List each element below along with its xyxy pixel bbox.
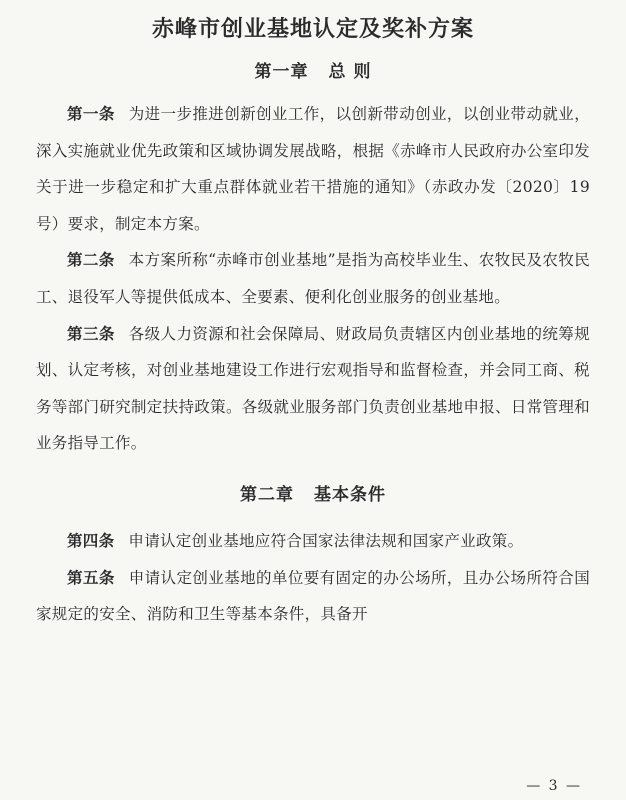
article-4 — [36, 523, 590, 560]
chapter-name: 总 则 — [328, 62, 372, 82]
article-label: 第三条 — [67, 324, 115, 343]
chapter-label: 第二章 — [240, 484, 294, 505]
article-label: 第一条 — [67, 105, 115, 123]
chapter-heading-2 — [36, 480, 590, 505]
article-5 — [36, 560, 590, 633]
article-text: 为进一步推进创新创业工作，以创新带动创业，以创业带动就业，深入实施就业优先政策和区域协调发展战略，根据《赤峰市人民政府办公室印发关于进一步稳定和扩大重点群体就业若干措施的通知》（赤政办发〔2020〕19号）要求，制定本方案。 — [36, 105, 590, 233]
article-text: 本方案所称“赤峰市创业基地”是指为高校毕业生、农牧民及农牧民工、退役军人等提供低成本、全要素、便利化创业服务的创业基地。 — [36, 251, 590, 306]
article-label: 第二条 — [67, 251, 115, 270]
chapter-heading-1 — [36, 57, 590, 82]
article-3 — [36, 316, 590, 462]
article-text: 申请认定创业基地的单位要有固定的办公场所，且办公场所符合国家规定的安全、消防和卫生等基本条件，具备开 — [36, 568, 590, 624]
page-number: — 3 — — [526, 778, 582, 794]
article-2 — [36, 242, 590, 315]
article-1 — [36, 96, 590, 242]
article-text: 申请认定创业基地应符合国家法律法规和国家产业政策。 — [128, 531, 524, 550]
chapter-name: 基本条件 — [314, 484, 386, 505]
article-text: 各级人力资源和社会保障局、财政局负责辖区内创业基地的统筹规划、认定考核，对创业基地建设工作进行宏观指导和监督检查，并会同工商、税务等部门研究制定扶持政策。各级就业服务部门负责创业基地申报、日常管理和业务指导工作。 — [36, 324, 590, 453]
article-label: 第四条 — [67, 531, 115, 550]
document-title: 赤峰市创业基地认定及奖补方案 — [151, 17, 474, 42]
article-label: 第五条 — [67, 568, 115, 587]
chapter-label: 第一章 — [254, 62, 309, 82]
